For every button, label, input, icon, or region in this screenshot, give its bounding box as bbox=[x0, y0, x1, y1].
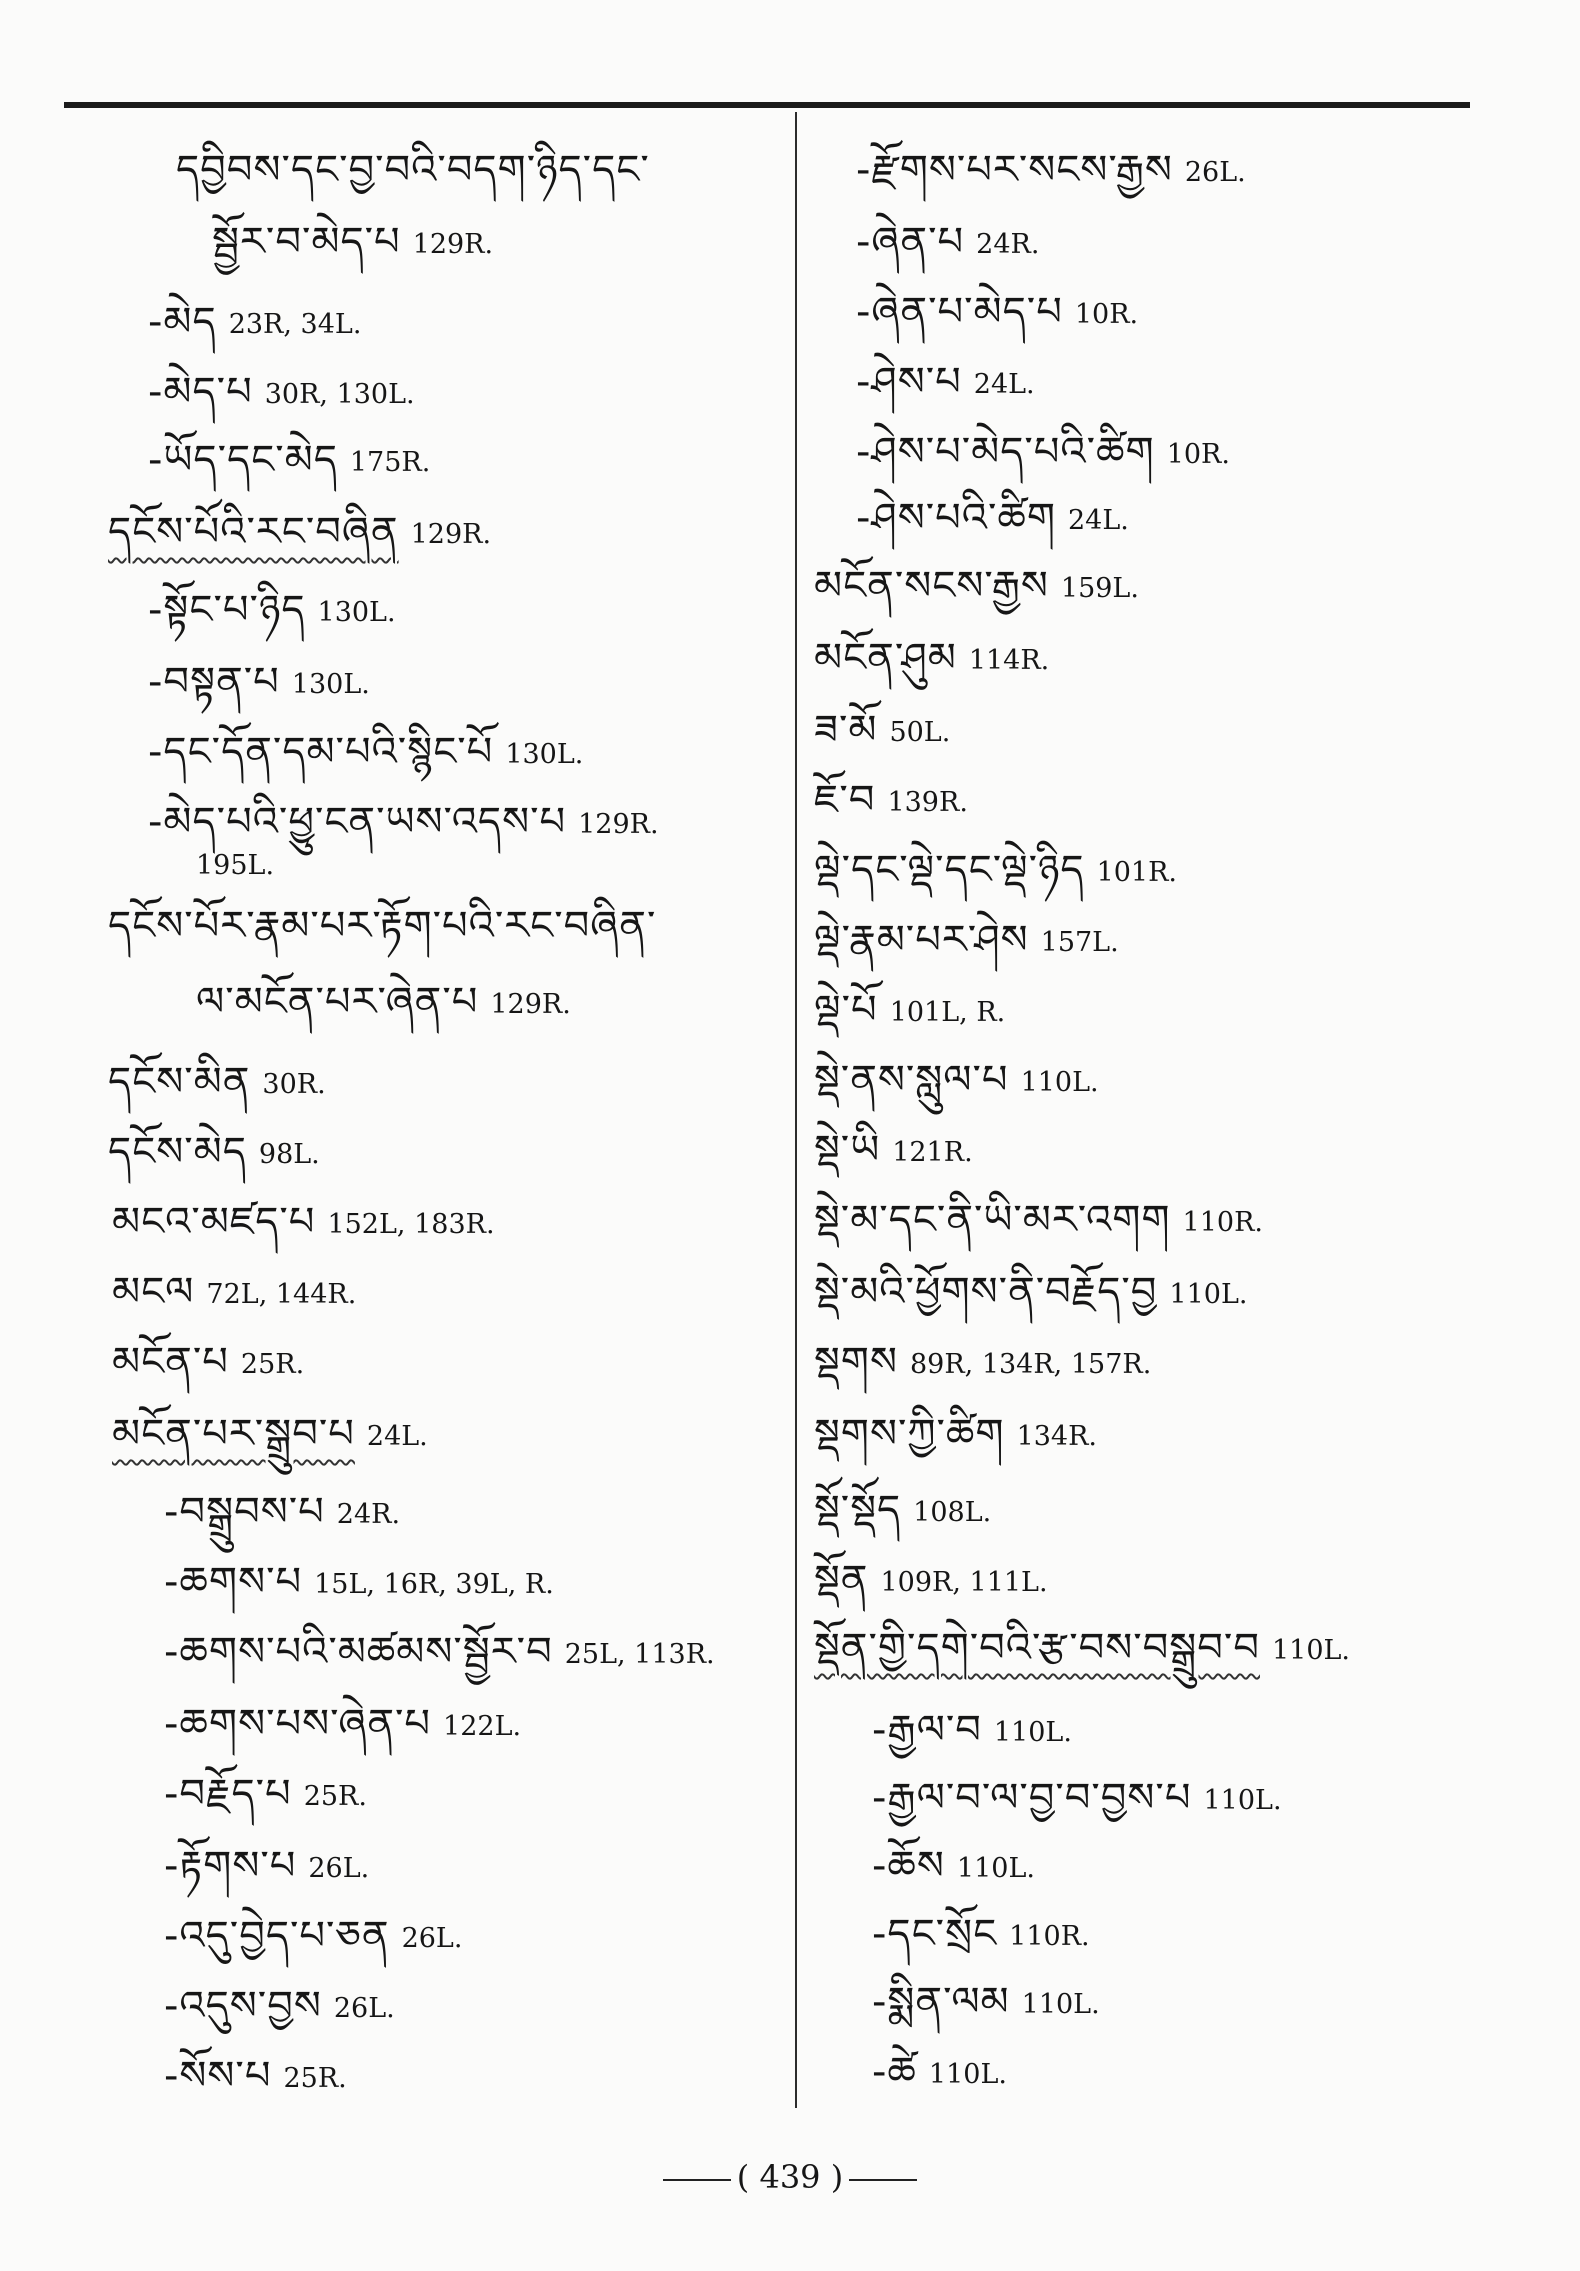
entry-page-ref: 114R. bbox=[968, 645, 1050, 676]
entry-page-ref: 129R. bbox=[578, 809, 659, 840]
entry-term: -ཚེ bbox=[872, 2049, 917, 2095]
entry-page-ref: 139R. bbox=[887, 787, 968, 818]
entry-page-ref: 24R. bbox=[336, 1499, 401, 1530]
index-entry bbox=[164, 1701, 522, 1747]
entry-term: -རྟོགས་པ bbox=[164, 1843, 297, 1889]
entry-term: -བསྒྲུབས་པ bbox=[164, 1489, 325, 1535]
entry-term: ལ་མངོན་པར་ཞེན་པ bbox=[196, 979, 479, 1025]
index-entry bbox=[108, 509, 492, 555]
index-entry bbox=[148, 437, 431, 483]
entry-page-ref: 30R, 130L. bbox=[264, 379, 415, 410]
index-entry bbox=[212, 219, 494, 265]
index-entry bbox=[814, 1127, 973, 1173]
entry-term: མངོན་པར་སྒྲུབ་པ bbox=[112, 1411, 355, 1457]
index-entry bbox=[148, 587, 396, 633]
index-entry bbox=[814, 1269, 1248, 1315]
entry-term: སྡོ་སྡོད bbox=[814, 1487, 902, 1533]
entry-term: -ཤེས་པའི་ཚིག bbox=[856, 495, 1056, 541]
entry-page-ref: 25R. bbox=[283, 2063, 347, 2094]
entry-term: དངོས་པོར་རྣམ་པར་རྟོག་པའི་རང་བཞིན་ bbox=[108, 903, 657, 949]
entry-term: -དང་སྲོང bbox=[872, 1911, 998, 1957]
index-entry bbox=[164, 1629, 715, 1675]
entry-page-ref: 110L. bbox=[1271, 1635, 1351, 1666]
entry-term: ལྡེ་པོ bbox=[814, 987, 878, 1033]
entry-term: ལྡེ་རྣམ་པར་ཤེས bbox=[814, 917, 1029, 963]
entry-page-ref: 110L. bbox=[928, 2059, 1007, 2090]
entry-page-ref: 110L. bbox=[1203, 1785, 1282, 1816]
index-entry bbox=[814, 1057, 1099, 1103]
entry-page-ref: 110R. bbox=[1182, 1207, 1263, 1238]
index-entry bbox=[814, 707, 951, 753]
footer-close-paren: ) bbox=[830, 2158, 844, 2196]
index-entry bbox=[856, 495, 1129, 541]
entry-page-ref: 134R. bbox=[1016, 1421, 1098, 1452]
entry-page-ref: 121R. bbox=[892, 1137, 973, 1168]
index-entry bbox=[814, 917, 1119, 963]
index-entry bbox=[176, 147, 650, 193]
index-entry bbox=[814, 1339, 1152, 1385]
index-entry bbox=[164, 1843, 370, 1889]
footer-open-paren: ( bbox=[736, 2158, 750, 2196]
entry-term: -རྒྱལ་བ bbox=[872, 1707, 982, 1753]
index-entry bbox=[148, 799, 659, 845]
index-entry bbox=[164, 1489, 401, 1535]
index-entry bbox=[872, 1979, 1100, 2025]
entry-page-ref: 26L. bbox=[1184, 157, 1246, 188]
entry-term: -བསྟན་པ bbox=[148, 659, 280, 705]
index-entry bbox=[814, 1411, 1098, 1457]
index-entry bbox=[856, 219, 1040, 265]
page-footer bbox=[0, 2158, 1580, 2196]
entry-term: དངོས་མིན bbox=[108, 1059, 251, 1105]
entry-page-ref: 89R, 134R, 157R. bbox=[909, 1349, 1152, 1380]
index-entry bbox=[164, 1983, 395, 2029]
index-entry bbox=[814, 777, 968, 823]
index-entry bbox=[814, 1487, 992, 1533]
entry-page-ref: 25R. bbox=[303, 1781, 367, 1812]
entry-page-ref: 30R. bbox=[262, 1069, 326, 1100]
entry-page-ref: 24L. bbox=[366, 1421, 428, 1452]
entry-term: -ཞེན་པ་མེད་པ bbox=[856, 289, 1063, 335]
entry-term: -ཆགས་པའི་མཚམས་སྦྱོར་བ bbox=[164, 1629, 553, 1675]
entry-page-ref: 15L, 16R, 39L, R. bbox=[314, 1569, 554, 1600]
index-entry bbox=[164, 1559, 554, 1605]
index-entry bbox=[196, 979, 571, 1025]
entry-page-ref: 26L. bbox=[308, 1853, 370, 1884]
index-entry bbox=[112, 1269, 357, 1315]
index-entry bbox=[164, 2053, 347, 2099]
entry-term: ཟ་མོ bbox=[814, 707, 878, 753]
entry-page-ref: 24L. bbox=[1068, 505, 1129, 536]
entry-term: -ཆོས bbox=[872, 1843, 945, 1889]
entry-term: -བརྗོད་པ bbox=[164, 1771, 292, 1817]
entry-page-ref: 130L. bbox=[505, 739, 584, 770]
entry-term: དབྱིབས་དང་བྱ་བའི་བདག་ཉིད་དང་ bbox=[176, 147, 650, 193]
entry-page-ref: 26L. bbox=[401, 1923, 463, 1954]
footer-dash-left bbox=[663, 2179, 731, 2181]
entry-page-ref: 26L. bbox=[333, 1993, 395, 2024]
entry-continuation: 195L. bbox=[196, 850, 275, 881]
entry-page-ref: 110L. bbox=[1169, 1279, 1248, 1310]
top-rule bbox=[64, 102, 1470, 108]
entry-term: དངོས་པོའི་རང་བཞིན bbox=[108, 509, 399, 555]
entry-page-ref: 110L. bbox=[1021, 1989, 1100, 2020]
entry-term: མངའ་མཛད་པ bbox=[112, 1199, 316, 1245]
entry-term: ལྡེ་དང་ལྡེ་དང་ལྡེ་ཉིད bbox=[814, 847, 1085, 893]
entry-term: -ཞེན་པ bbox=[856, 219, 965, 265]
entry-page-ref: 129R. bbox=[410, 519, 492, 550]
footer-dash-right bbox=[849, 2179, 917, 2181]
entry-page-ref: 130L. bbox=[317, 597, 396, 628]
index-entry bbox=[112, 1339, 305, 1385]
entry-page-ref: 101L, R. bbox=[889, 997, 1006, 1028]
entry-page-ref: 110L. bbox=[993, 1717, 1072, 1748]
entry-term: མངོན་ཤུམ bbox=[814, 635, 957, 681]
entry-page-ref: 130L. bbox=[291, 669, 370, 700]
entry-term: མངོན་པ bbox=[112, 1339, 229, 1385]
entry-page-ref: 110R. bbox=[1009, 1921, 1090, 1952]
entry-term: -མེད་པ bbox=[148, 369, 253, 415]
index-entry bbox=[856, 359, 1035, 405]
entry-page-ref: 108L. bbox=[913, 1497, 992, 1528]
entry-term: -སོས་པ bbox=[164, 2053, 272, 2099]
entry-page-ref: 152L, 183R. bbox=[327, 1209, 495, 1240]
index-entry bbox=[814, 1557, 1048, 1603]
index-entry bbox=[872, 1707, 1072, 1753]
entry-page-ref: 101R. bbox=[1096, 857, 1178, 888]
entry-term: -དང་དོན་དམ་པའི་སྙིང་པོ bbox=[148, 729, 494, 775]
entry-page-ref: 23R, 34L. bbox=[228, 309, 362, 340]
index-entry bbox=[148, 299, 362, 345]
index-entry bbox=[872, 1775, 1282, 1821]
entry-term: -ཤེས་པ་མེད་པའི་ཚིག bbox=[856, 429, 1155, 475]
entry-term: -རྫོགས་པར་སངས་རྒྱས bbox=[856, 147, 1173, 193]
entry-term: སྡེ་ཡི bbox=[814, 1127, 881, 1173]
entry-term: -སྨིན་ལམ bbox=[872, 1979, 1010, 2025]
index-entry bbox=[108, 903, 657, 949]
index-entry bbox=[814, 987, 1006, 1033]
entry-page-ref: 24L. bbox=[973, 369, 1035, 400]
entry-term: སྡགས bbox=[814, 1339, 898, 1385]
index-entry bbox=[814, 1625, 1351, 1671]
entry-term: -ཤེས་པ bbox=[856, 359, 962, 405]
index-entry bbox=[112, 1411, 428, 1457]
entry-page-ref: 175R. bbox=[349, 447, 431, 478]
entry-page-ref: 24R. bbox=[976, 229, 1040, 260]
index-entry bbox=[108, 1129, 320, 1175]
index-entry bbox=[148, 659, 370, 705]
page-number: 439 bbox=[759, 2158, 821, 2196]
entry-term: -མེད bbox=[148, 299, 217, 345]
entry-term: སྡེ་མའི་ཕྱོགས་ནི་བརྗོད་བྱ bbox=[814, 1269, 1158, 1315]
entry-term: ཇོ་བ bbox=[814, 777, 876, 823]
entry-page-ref: 157L. bbox=[1040, 927, 1119, 958]
entry-term: སྡེ་མ་དང་ནི་ཡི་མར་འགག bbox=[814, 1197, 1171, 1243]
entry-term: མངལ bbox=[112, 1269, 195, 1315]
index-entry bbox=[856, 429, 1230, 475]
entry-page-ref: 109R, 111L. bbox=[880, 1567, 1048, 1598]
index-entry bbox=[872, 1911, 1090, 1957]
entry-term: -འདུ་བྱེད་པ་ཅན bbox=[164, 1913, 390, 1959]
entry-term: -ཆགས་པས་ཞེན་པ bbox=[164, 1701, 432, 1747]
entry-page-ref: 98L. bbox=[258, 1139, 320, 1170]
entry-term: -འདུས་བྱས bbox=[164, 1983, 322, 2029]
entry-term: སྡོན་གྱི་དགེ་བའི་རྩ་བས་བསྒྲུབ་བ bbox=[814, 1625, 1260, 1671]
column-divider bbox=[795, 112, 797, 2108]
index-entry bbox=[872, 1843, 1035, 1889]
entry-page-ref: 110L. bbox=[1020, 1067, 1099, 1098]
entry-term: སྦྱོར་བ་མེད་པ bbox=[212, 219, 401, 265]
entry-page-ref: 25R. bbox=[240, 1349, 305, 1380]
index-entry bbox=[814, 1197, 1263, 1243]
index-entry bbox=[814, 635, 1050, 681]
index-entry bbox=[148, 369, 415, 415]
index-entry bbox=[856, 289, 1139, 335]
entry-page-ref: 50L. bbox=[889, 717, 951, 748]
entry-page-ref: 10R. bbox=[1074, 299, 1139, 330]
entry-page-ref: 129R. bbox=[490, 989, 571, 1020]
entry-page-ref: 25L, 113R. bbox=[564, 1639, 715, 1670]
index-entry bbox=[108, 1059, 326, 1105]
entry-term: -ཆགས་པ bbox=[164, 1559, 303, 1605]
index-entry bbox=[814, 847, 1178, 893]
entry-page-ref: 72L, 144R. bbox=[206, 1279, 357, 1310]
index-entry bbox=[164, 1913, 463, 1959]
entry-page-ref: 122L. bbox=[443, 1711, 522, 1742]
index-entry bbox=[112, 1199, 495, 1245]
index-entry bbox=[164, 1771, 367, 1817]
index-entry bbox=[814, 563, 1139, 609]
entry-term: མངོན་སངས་རྒྱས bbox=[814, 563, 1049, 609]
entry-term: -སྟོང་པ་ཉིད bbox=[148, 587, 306, 633]
entry-term: སྡགས་ཀྱི་ཚིག bbox=[814, 1411, 1005, 1457]
entry-page-ref: 129R. bbox=[412, 229, 494, 260]
entry-page-ref: 10R. bbox=[1166, 439, 1230, 470]
index-entry bbox=[148, 729, 584, 775]
entry-page-ref: 159L. bbox=[1060, 573, 1139, 604]
entry-term: སྡོན bbox=[814, 1557, 869, 1603]
entry-term: -རྒྱལ་བ་ལ་བྱ་བ་བྱས་པ bbox=[872, 1775, 1192, 1821]
index-entry bbox=[872, 2049, 1007, 2095]
entry-term: སྡེ་ནས་སླུལ་པ bbox=[814, 1057, 1009, 1103]
index-entry bbox=[856, 147, 1246, 193]
entry-term: དངོས་མེད bbox=[108, 1129, 247, 1175]
entry-page-ref: 110L. bbox=[956, 1853, 1035, 1884]
entry-term: -ཡོད་དང་མེད bbox=[148, 437, 338, 483]
entry-term: -མེད་པའི་ཕྱུ་ངན་ཡས་འདས་པ bbox=[148, 799, 567, 845]
